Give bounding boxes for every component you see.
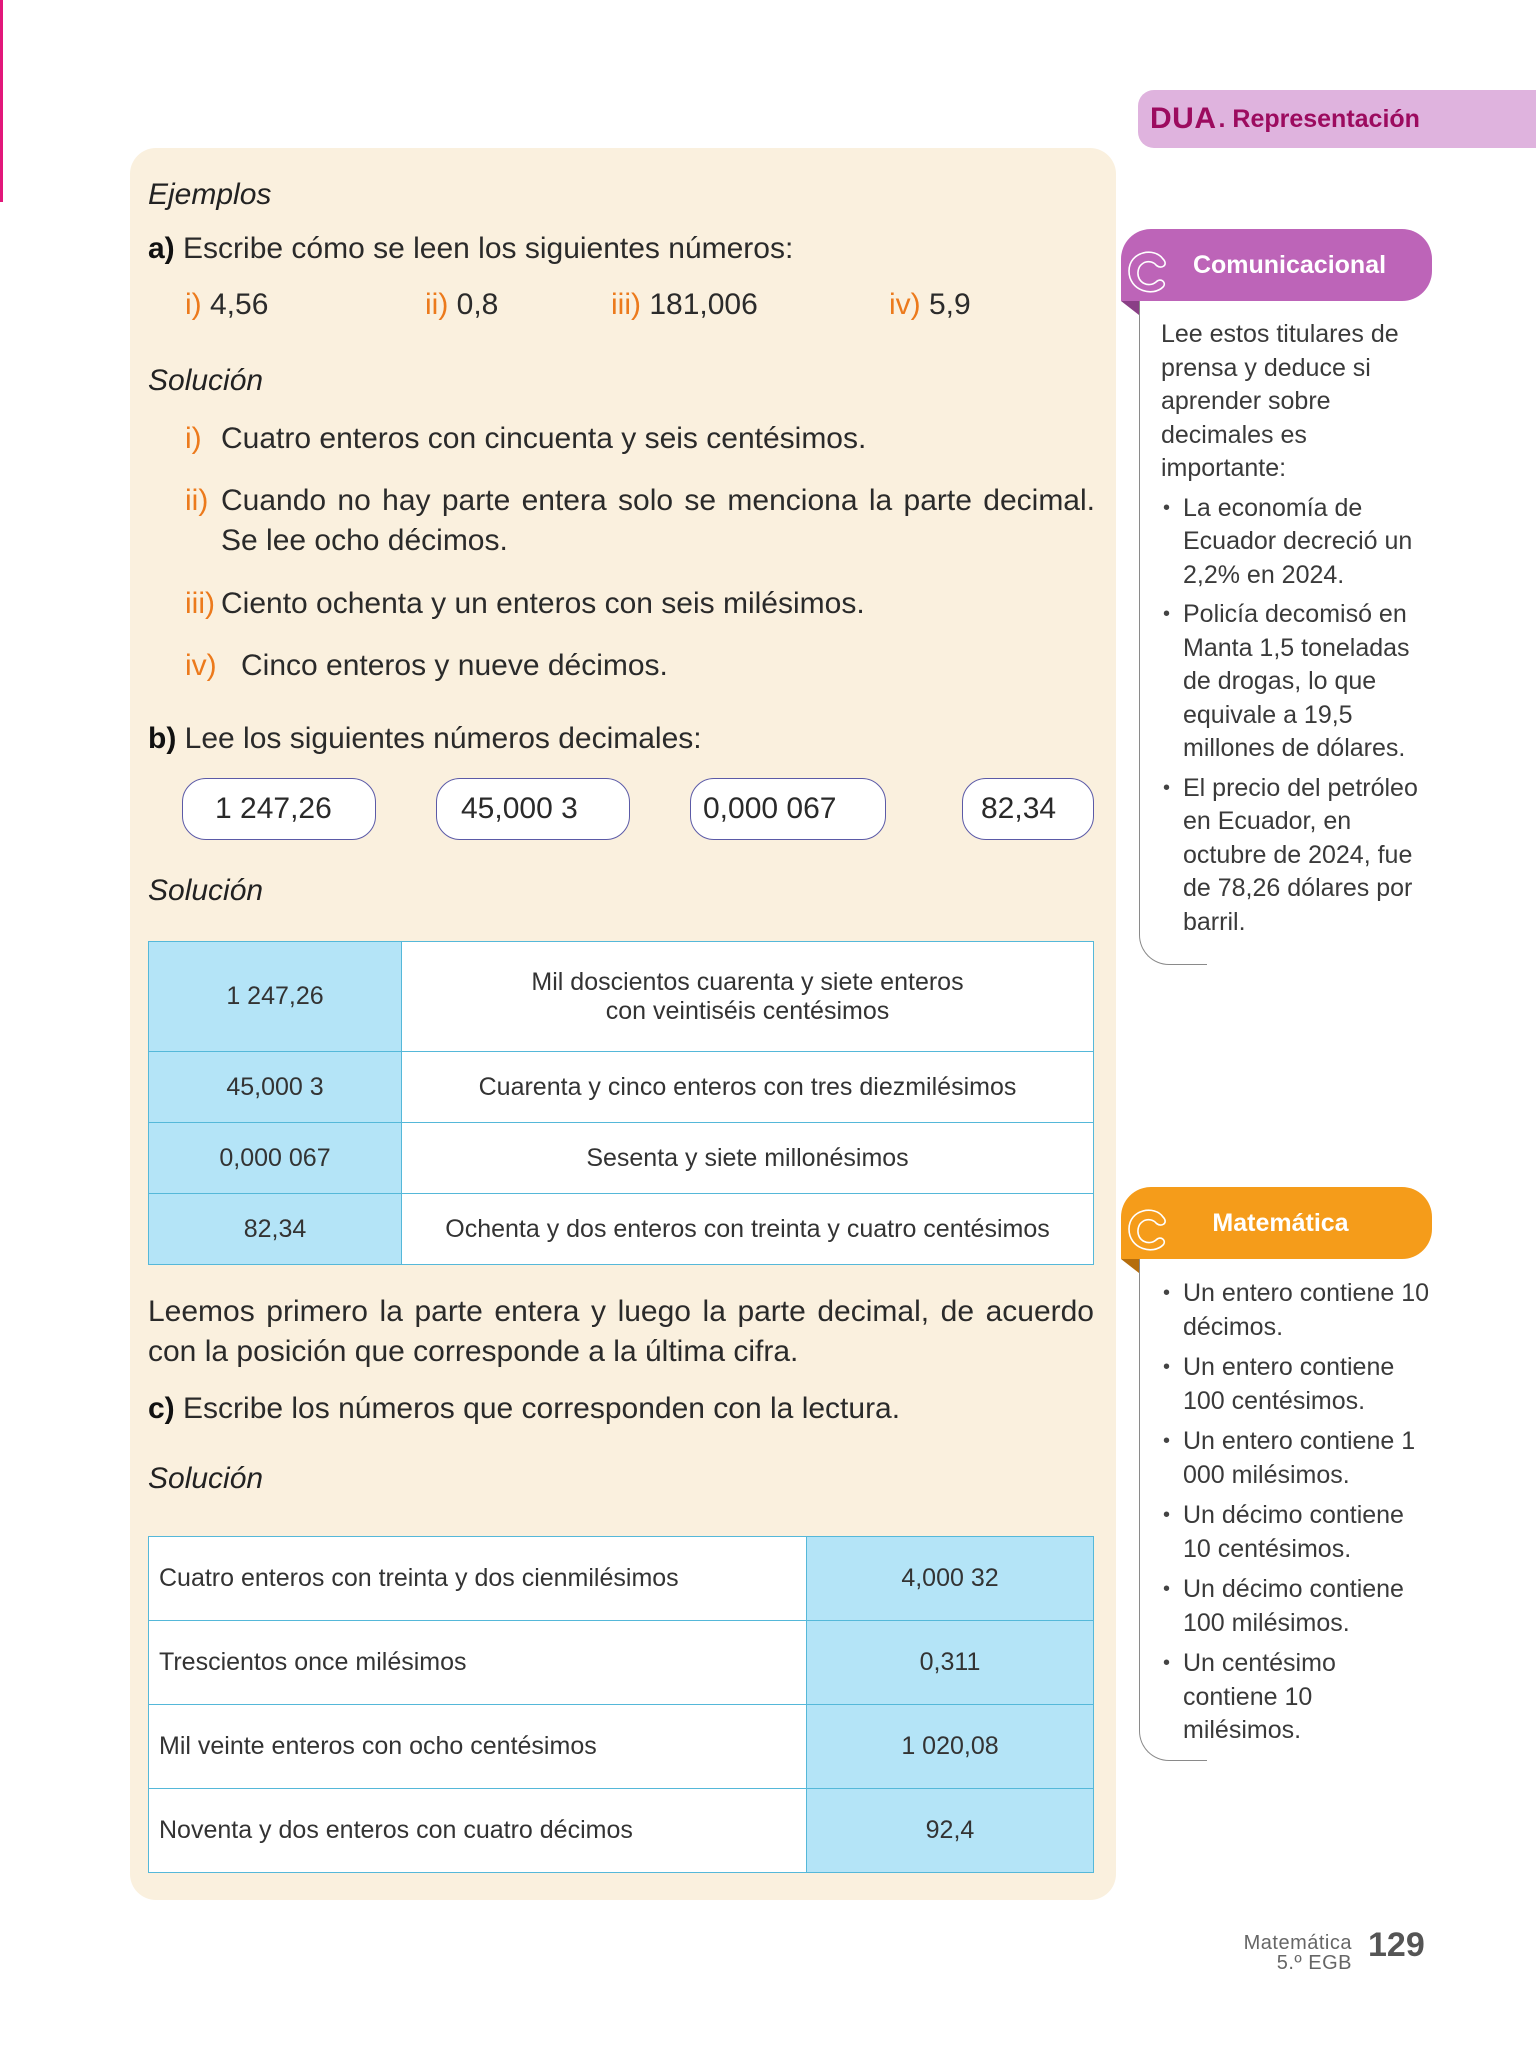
number-cell: 1 020,08: [807, 1705, 1094, 1789]
solution-b-heading: Solución: [148, 874, 264, 907]
number-cell: 0,311: [807, 1621, 1094, 1705]
examples-heading: Ejemplos: [148, 178, 272, 211]
table-row: [149, 1537, 1094, 1621]
number-cell: 82,34: [149, 1194, 402, 1265]
solution-b-table: [148, 941, 1094, 1265]
c-swirl-icon: [1123, 245, 1173, 301]
comunicacional-intro: Lee estos titulares de prensa y deduce si aprender sobre decimales es importante:: [1161, 320, 1399, 482]
number-cell: 45,000 3: [149, 1052, 402, 1123]
footer-subject: [1244, 1933, 1352, 1973]
task-c-text: Escribe los números que corresponden con la lectura.: [174, 1392, 901, 1425]
c-swirl-icon: [1123, 1203, 1173, 1259]
table-row: [149, 1123, 1094, 1194]
matematica-title: Matemática: [1212, 1208, 1349, 1237]
solution-c-heading: Solución: [148, 1462, 264, 1495]
footer-grade: 5.º EGB: [1276, 1952, 1352, 1974]
task-c-label: c): [148, 1392, 175, 1425]
number-pill: 1 247,26: [182, 778, 376, 840]
solution-a-item: iv) Cinco enteros y nueve décimos.: [185, 649, 668, 682]
solution-a-item: i) Cuatro enteros con cincuenta y seis centésimos.: [185, 422, 867, 455]
dua-label: DUA: [1150, 102, 1217, 135]
list-item: • Un centésimo contiene 10 milésimos.: [1161, 1647, 1436, 1748]
dua-banner: [1138, 90, 1536, 148]
reading-cell: Cuarenta y cinco enteros con tres diezmilésimos: [402, 1052, 1094, 1123]
header-fold: [1121, 1259, 1139, 1273]
reading-cell: Trescientos once milésimos: [149, 1621, 807, 1705]
number-cell: 1 247,26: [149, 942, 402, 1052]
matematica-bullet-list: [1161, 1277, 1436, 1748]
number-pill: 82,34: [962, 778, 1094, 840]
list-item: • Un entero contiene 100 centésimos.: [1161, 1351, 1436, 1418]
comunicacional-title: Comunicacional: [1192, 250, 1387, 279]
task-a-item: iv) 5,9: [889, 288, 971, 321]
task-a-prompt: [148, 232, 793, 266]
reading-cell: Ochenta y dos enteros con treinta y cuatro centésimos: [402, 1194, 1094, 1265]
number-cell: 4,000 32: [807, 1537, 1094, 1621]
table-row: [149, 1789, 1094, 1873]
table-row: [149, 1194, 1094, 1265]
number-cell: 92,4: [807, 1789, 1094, 1873]
task-a-label: a): [148, 232, 175, 265]
reading-cell: Sesenta y siete millonésimos: [402, 1123, 1094, 1194]
reading-cell: Mil veinte enteros con ocho centésimos: [149, 1705, 807, 1789]
reading-cell: Cuatro enteros con treinta y dos cienmilésimos: [149, 1537, 807, 1621]
solution-a-heading: Solución: [148, 364, 264, 397]
matematica-callout-body: [1161, 1277, 1436, 1748]
list-item: • La economía de Ecuador decreció un 2,2% en 2024.: [1161, 492, 1436, 593]
solution-a-item: iii) Ciento ochenta y un enteros con seis milésimos.: [185, 587, 865, 620]
comunicacional-callout-body: [1161, 318, 1436, 939]
number-pill: 0,000 067: [690, 778, 886, 840]
list-item: • El precio del petróleo en Ecuador, en octubre de 2024, fue de 78,26 dólares por barril.: [1161, 772, 1436, 940]
reading-cell: Noventa y dos enteros con cuatro décimos: [149, 1789, 807, 1873]
list-item: • Un décimo contiene 10 centésimos.: [1161, 1499, 1436, 1566]
dua-representation-label: . Representación: [1218, 104, 1420, 133]
table-row: [149, 1052, 1094, 1123]
solution-c-table: [148, 1536, 1094, 1873]
task-b-prompt: [148, 722, 702, 756]
number-cell: 0,000 067: [149, 1123, 402, 1194]
header-fold: [1121, 301, 1139, 315]
task-c-prompt: [148, 1392, 900, 1426]
table-row: [149, 1621, 1094, 1705]
comunicacional-bullet-list: [1161, 492, 1436, 940]
page-number: 129: [1368, 1926, 1425, 1964]
task-b-label: b): [148, 722, 177, 755]
list-item: • Un entero contiene 10 décimos.: [1161, 1277, 1436, 1344]
task-a-item: i) 4,56: [185, 288, 269, 321]
task-a-item: ii) 0,8: [425, 288, 499, 321]
task-a-items: [185, 288, 1045, 328]
list-item: • Policía decomisó en Manta 1,5 toneladas de drogas, lo que equivale a 19,5 millones de dólares.: [1161, 598, 1436, 766]
solution-a-item: ii) Cuando no hay parte entera solo se menciona la parte decimal. Se lee ocho décimos.: [185, 484, 1095, 557]
comunicacional-callout-header: [1121, 229, 1432, 301]
table-row: [149, 942, 1094, 1052]
list-item: • Un décimo contiene 100 milésimos.: [1161, 1573, 1436, 1640]
task-b-text: Lee los siguientes números decimales:: [176, 722, 702, 755]
footer-subject-name: Matemática: [1243, 1932, 1352, 1954]
table-row: [149, 1705, 1094, 1789]
page-edge-marker: [0, 0, 3, 202]
task-a-text: Escribe cómo se leen los siguientes números:: [174, 232, 794, 265]
matematica-callout-header: [1121, 1187, 1432, 1259]
task-a-item: iii) 181,006: [611, 288, 758, 321]
reading-cell: Mil doscientos cuarenta y siete enteros con veintiséis centésimos: [402, 942, 1094, 1052]
number-pill: 45,000 3: [436, 778, 630, 840]
list-item: • Un entero contiene 1 000 milésimos.: [1161, 1425, 1436, 1492]
explanation-paragraph: Leemos primero la parte entera y luego la parte decimal, de acuerdo con la posición que corresponde a la última cifra.: [148, 1295, 1094, 1368]
